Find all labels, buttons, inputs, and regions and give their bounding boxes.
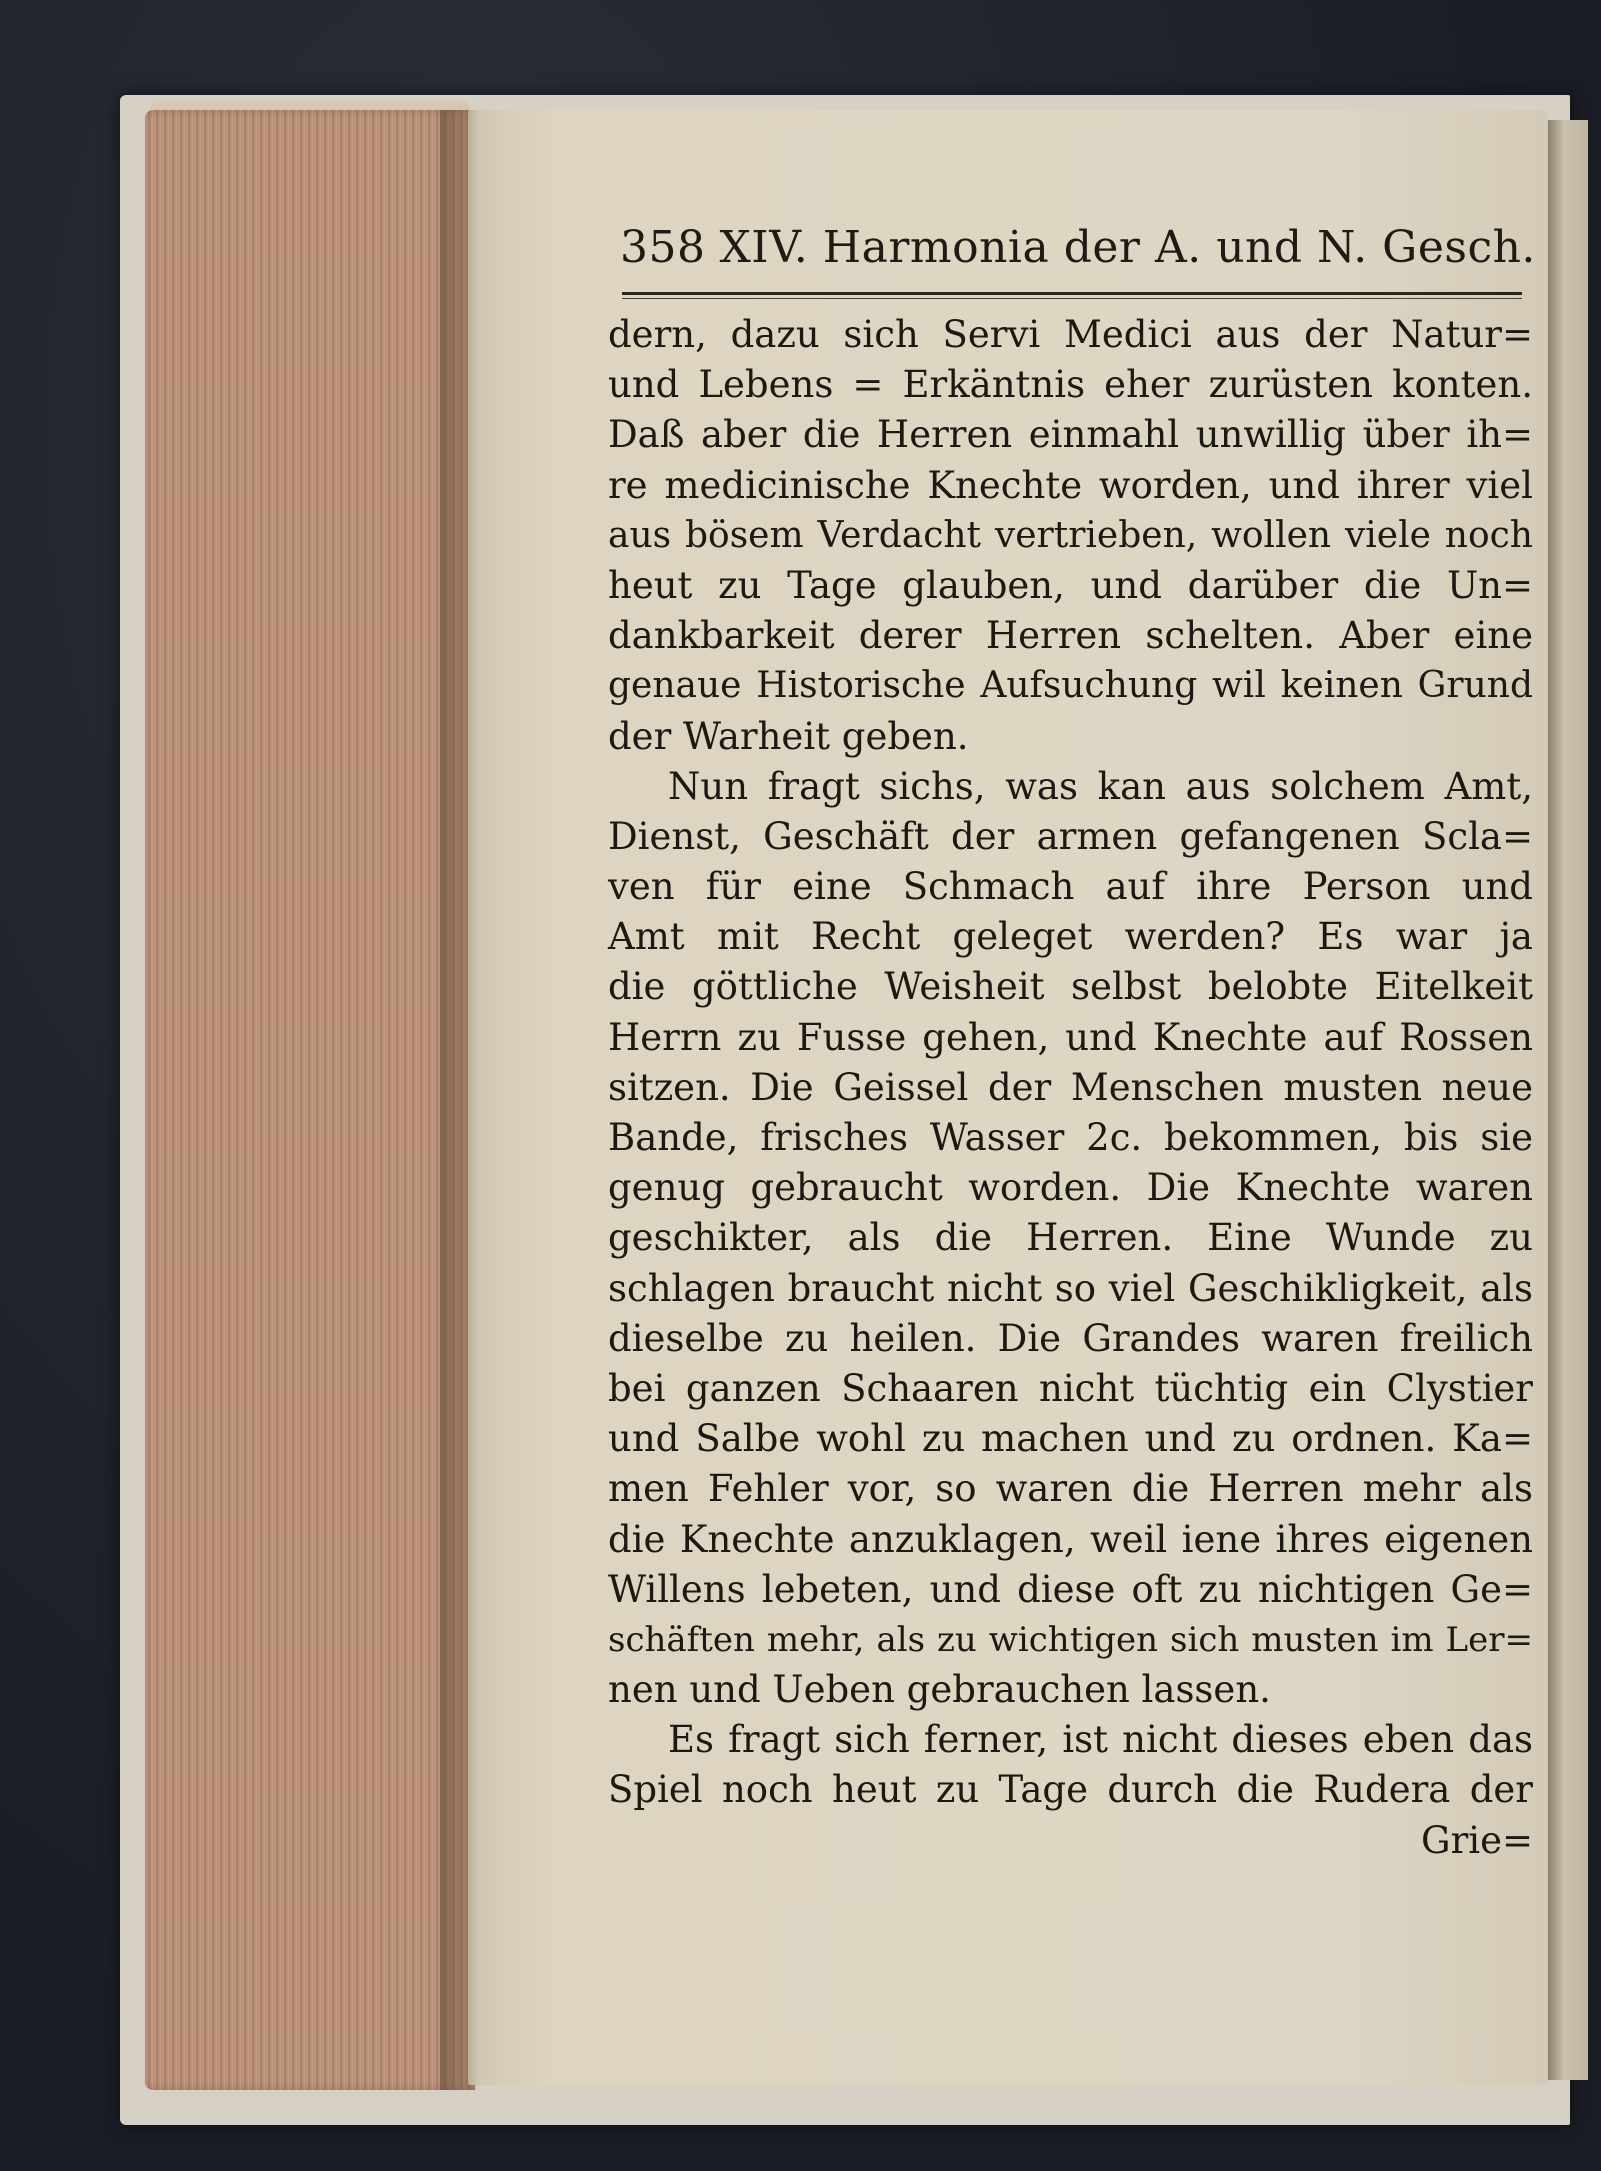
text-line: geschikter, als die Herren. Eine Wunde zu <box>608 1216 1533 1260</box>
text-line: Spiel noch heut zu Tage durch die Rudera der <box>608 1768 1533 1812</box>
running-head-title: XIV. Harmonia der A. und N. Gesch. <box>719 222 1536 273</box>
catchword: Grie= <box>1421 1818 1533 1862</box>
page-body-text <box>608 310 1533 1866</box>
text-line: genaue Historische Aufsuchung wil keinen Grund <box>608 665 1533 707</box>
text-line: Daß aber die Herren einmahl unwillig über ih= <box>608 413 1533 457</box>
text-line: Herrn zu Fusse gehen, und Knechte auf Rossen <box>608 1015 1533 1059</box>
text-line: Nun fragt sichs, was kan aus solchem Amt, <box>668 764 1533 808</box>
page-number: 358 <box>620 222 706 273</box>
text-line: Bande, frisches Wasser 2c. bekommen, bis sie <box>608 1116 1533 1159</box>
text-line: men Fehler vor, so waren die Herren mehr als <box>608 1467 1533 1511</box>
text-line: Willens lebeten, und diese oft zu nichtigen Ge= <box>608 1567 1533 1611</box>
text-line: die Knechte anzuklagen, weil iene ihres eigenen <box>608 1517 1533 1561</box>
text-line: und Lebens = Erkäntnis eher zurüsten konten. <box>608 363 1533 407</box>
text-line: re medicinische Knechte worden, und ihrer viel <box>608 463 1533 507</box>
text-line: heut zu Tage glauben, und darüber die Un= <box>608 563 1533 607</box>
header-rule <box>622 292 1522 295</box>
text-line: sitzen. Die Geissel der Menschen musten neue <box>608 1065 1533 1109</box>
text-line: Dienst, Geschäft der armen gefangenen Scla= <box>608 814 1533 858</box>
text-line: dankbarkeit derer Herren schelten. Aber eine <box>608 614 1533 658</box>
text-line: Amt mit Recht geleget werden? Es war ja <box>608 915 1533 959</box>
text-line: die göttliche Weisheit selbst belobte Eitelkeit <box>608 965 1533 1009</box>
facing-page-edge <box>1548 120 1588 2080</box>
text-line: schäften mehr, als zu wichtigen sich musten im Ler= <box>608 1619 1533 1660</box>
gutter-shadow <box>440 110 480 2090</box>
text-line: dieselbe zu heilen. Die Grandes waren freilich <box>608 1316 1533 1360</box>
text-line: schlagen braucht nicht so viel Geschikligkeit, als <box>608 1266 1533 1310</box>
text-line: nen und Ueben gebrauchen lassen. <box>608 1668 1271 1712</box>
text-line: der Warheit geben. <box>608 714 969 758</box>
text-line: aus bösem Verdacht vertrieben, wollen viele noch <box>608 514 1533 556</box>
page-edges <box>145 110 475 2090</box>
running-head <box>620 222 1536 282</box>
text-line: und Salbe wohl zu machen und zu ordnen. Ka= <box>608 1417 1533 1461</box>
header-rule-thin <box>622 298 1522 299</box>
text-line: bei ganzen Schaaren nicht tüchtig ein Clystier <box>608 1366 1533 1410</box>
text-line: genug gebraucht worden. Die Knechte waren <box>608 1166 1533 1210</box>
text-line: Es fragt sich ferner, ist nicht dieses eben das <box>668 1718 1533 1762</box>
text-line: dern, dazu sich Servi Medici aus der Natur= <box>608 313 1533 356</box>
text-line: ven für eine Schmach auf ihre Person und <box>608 865 1533 909</box>
